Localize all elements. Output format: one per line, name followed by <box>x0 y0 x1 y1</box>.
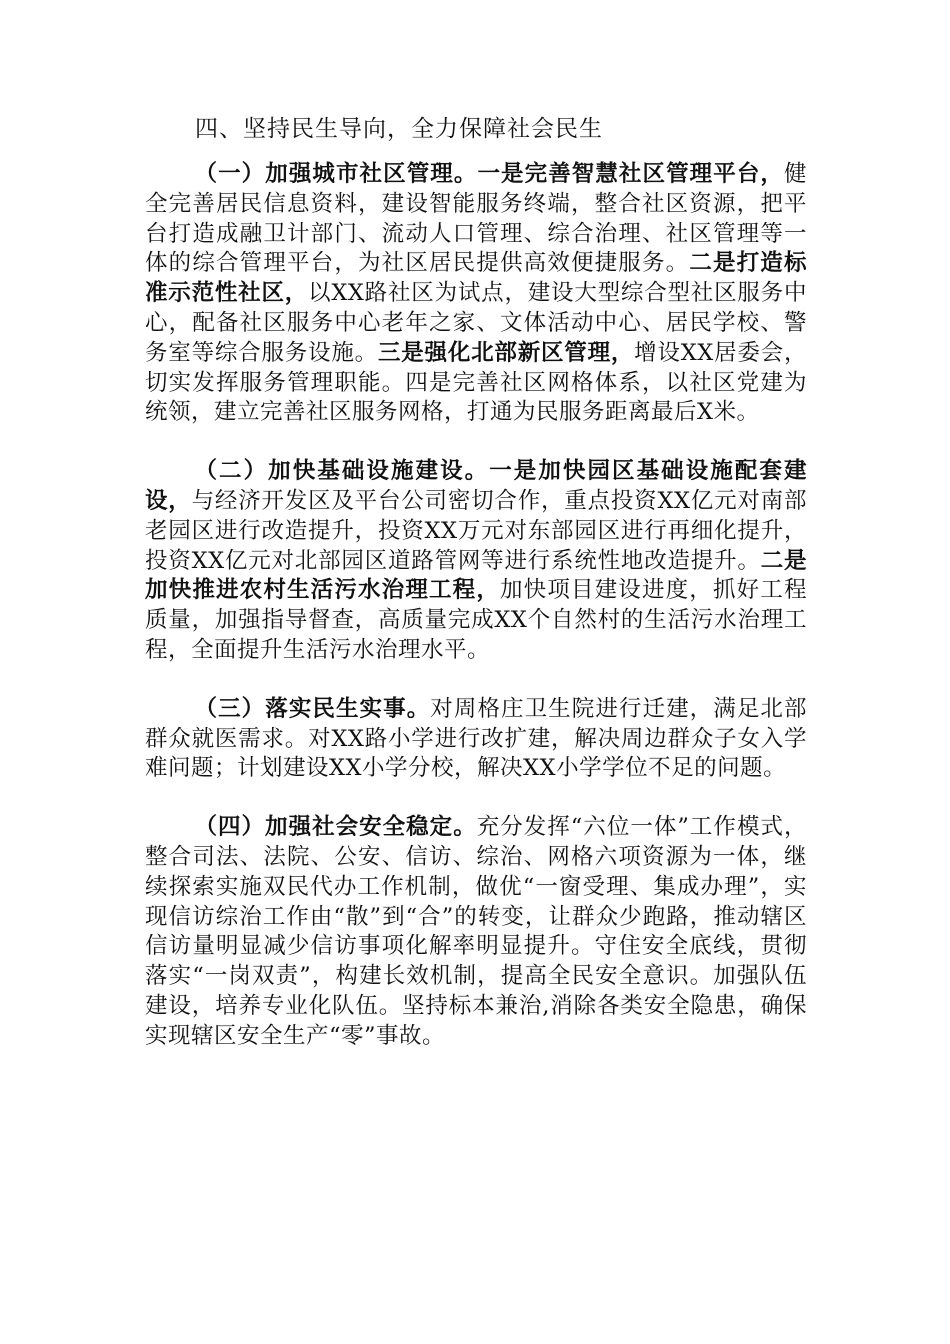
paragraph-livelihood-projects <box>145 695 807 784</box>
document-page <box>145 112 807 1081</box>
paragraph-title: （三）落实民生实事。 <box>194 695 431 722</box>
body-text: 增设XX居委会，切实发挥服务管理职能。四是完善社区网格体系，以社区党建为统领，建立完善社区服务网格，打通为民服务距离最后X米。 <box>145 339 807 426</box>
body-text: 健全完善居民信息资料，建设智能服务终端，整合社区资源，把平台打造成融卫计部门、流动人口管理、综合治理、社区管理等一体的综合管理平台，为社区居民提供高效便捷服务。 <box>145 161 807 277</box>
body-text: 充分发挥“六位一体”工作模式，整合司法、法院、公安、信访、综治、网格六项资源为一体，继续探索实施双民代办工作机制，做优“一窗受理、集成办理”，实现信访综治工作由“散”到“合”的转变，让群众少跑路，推动辖区信访量明显减少信访事项化解率明显提升。守住安全底线，贯彻落实“一岗双责”，构建长效机制，提高全民安全意识。加强队伍建设，培养专业化队伍。坚持标本兼治,消除各类安全隐患，确保实现辖区安全生产“零”事故。 <box>145 814 807 1049</box>
key-point: 二是加快推进农村生活污水治理工程， <box>145 547 807 604</box>
section-heading: 四、坚持民生导向，全力保障社会民生 <box>195 116 603 142</box>
paragraph-infrastructure <box>145 457 807 666</box>
paragraph-community-management <box>145 160 807 428</box>
key-point: 一是完善智慧社区管理平台， <box>477 161 784 187</box>
body-text: 以XX路社区为试点，建设大型综合型社区服务中心，配备社区服务中心老年之家、文体活动中心、居民学校、警务室等综合服务设施。 <box>145 280 807 366</box>
paragraph-title: （四）加强社会安全稳定。 <box>194 814 477 841</box>
paragraph-title: （二）加快基础设施建设。 <box>194 458 490 485</box>
body-text: 与经济开发区及平台公司密切合作，重点投资XX亿元对南部老园区进行改造提升，投资XX万元对东部园区进行再细化提升，投资XX亿元对北部园区道路管网等进行系统性地改造提升。 <box>145 487 807 574</box>
key-point: 三是强化北部新区管理， <box>377 339 635 366</box>
paragraph-title: （一）加强城市社区管理。 <box>194 161 478 187</box>
body-text: 对周格庄卫生院进行迁建，满足北部群众就医需求。对XX路小学进行改扩建，解决周边群众子女入学难问题；计划建设XX小学分校，解决XX小学学位不足的问题。 <box>145 695 807 782</box>
paragraph-social-security <box>145 813 807 1051</box>
key-point: 一是加快园区基础设施配套建设， <box>145 458 807 514</box>
key-point: 二是打造标准示范性社区， <box>145 250 807 307</box>
body-text: 加快项目建设进度，抓好工程质量，加强指导督查，高质量完成XX个自然村的生活污水治理工程，全面提升生活污水治理水平。 <box>145 577 807 663</box>
